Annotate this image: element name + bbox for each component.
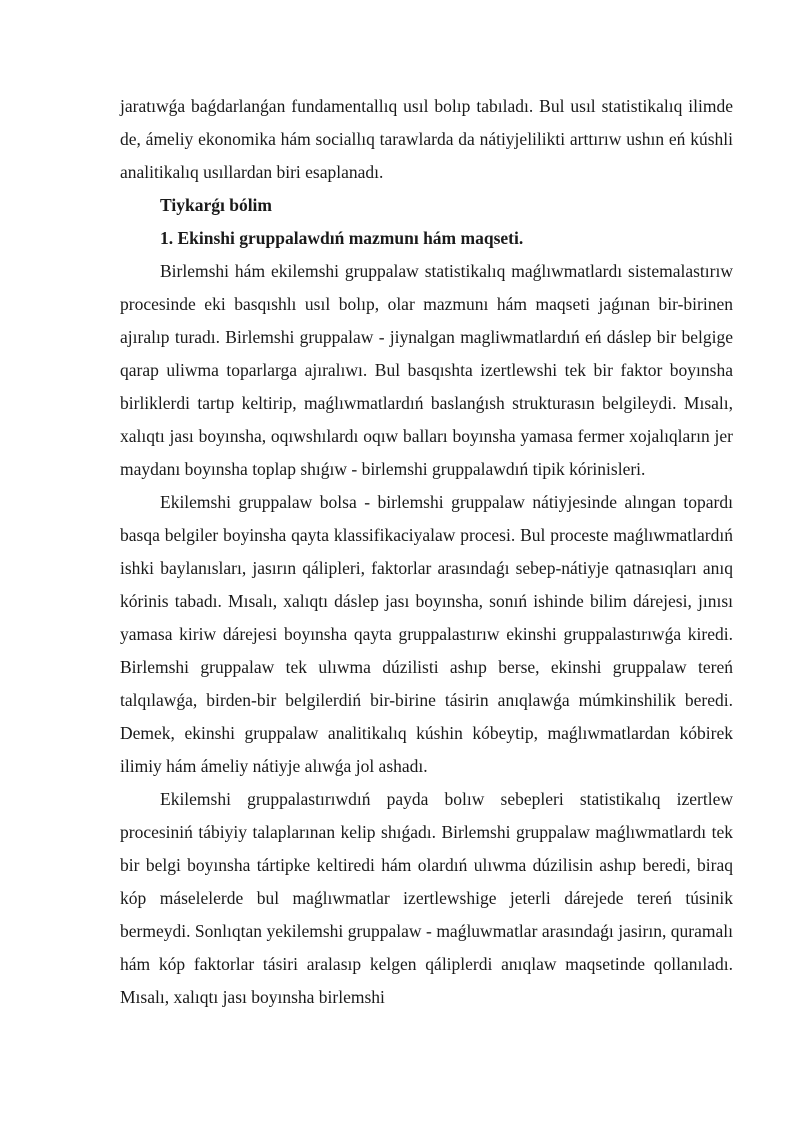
document-page [120,90,733,1014]
body-paragraph: Ekilemshi gruppalaw bolsa - birlemshi gruppalaw nátiyjesinde alıngan topardı basqa belgiler boyinsha qayta klassifikaciyalaw procesi. Bul proceste maǵlıwmatlardıń ishki baylanısları, jasırın qálipleri, faktorlar arasındaǵı sebep-nátiyje qatnasıqları anıq kórinis tabadı. Mısalı, xalıqtı dáslep jası boyınsha, sonıń ishinde bilim dárejesi, jınısı yamasa kiriw dárejesi boyınsha qayta gruppalastırıw ekinshi gruppalastırıwǵa kiredi. Birlemshi gruppalaw tek ulıwma dúzilisti ashıp berse, ekinshi gruppalaw tereń talqılawǵa, birden-bir belgilerdiń bir-birine tásirin anıqlawǵa múmkinshilik beredi. Demek, ekinshi gruppalaw analitikalıq kúshin kóbeytip, maǵlıwmatlardan kóbirek ilimiy hám ámeliy nátiyje alıwǵa jol ashadı. [120,492,733,776]
section-heading: Tiykarǵı bólim [160,195,272,215]
subsection-heading: 1. Ekinshi gruppalawdıń mazmunı hám maqseti. [160,228,524,248]
body-paragraph: Birlemshi hám ekilemshi gruppalaw statistikalıq maǵlıwmatlardı sistemalastırıw procesinde eki basqıshlı usıl bolıp, olar mazmunı hám maqseti jaǵınan bir-birinen ajıralıp turadı. Birlemshi gruppalaw - jiynalgan magliwmatlardıń eń dáslep bir belgige qarap uliwma toparlarga ajıralıwı. Bul basqıshta izertlewshi tek bir faktor boyınsha birliklerdi tartıp keltirip, maǵlıwmatlardıń baslanǵısh strukturasın belgileydi. Mısalı, xalıqtı jası boyınsha, oqıwshılardı oqıw balları boyınsha yamasa fermer xojalıqların jer maydanı boyınsha toplap shıǵıw - birlemshi gruppalawdıń tipik kórinisleri. [120,261,733,479]
body-paragraph: Ekilemshi gruppalastırıwdıń payda bolıw sebepleri statistikalıq izertlew procesiniń tábiyiy talaplarınan kelip shıǵadı. Birlemshi gruppalaw maǵlıwmatlardı tek bir belgi boyınsha tártipke keltiredi hám olardıń ulıwma dúzilisin ashıp beredi, biraq kóp máselelerde bul maǵlıwmatlar izertlewshige jeterli dárejede tereń túsinik bermeydi. Sonlıqtan yekilemshi gruppalaw - maǵluwmatlar arasındaǵı jasirın, quramalı hám kóp faktorlar tásiri aralasıp kelgen qáliplerdi anıqlaw maqsetinde qollanıladı. Mısalı, xalıqtı jası boyınsha birlemshi [120,789,733,1007]
intro-paragraph: jaratıwǵa baǵdarlanǵan fundamentallıq usıl bolıp tabıladı. Bul usıl statistikalıq ilimde de, ámeliy ekonomika hám sociallıq tarawlarda da nátiyjelilikti arttırıw ushın eń kúshli analitikalıq usıllardan biri esaplanadı. [120,96,733,182]
